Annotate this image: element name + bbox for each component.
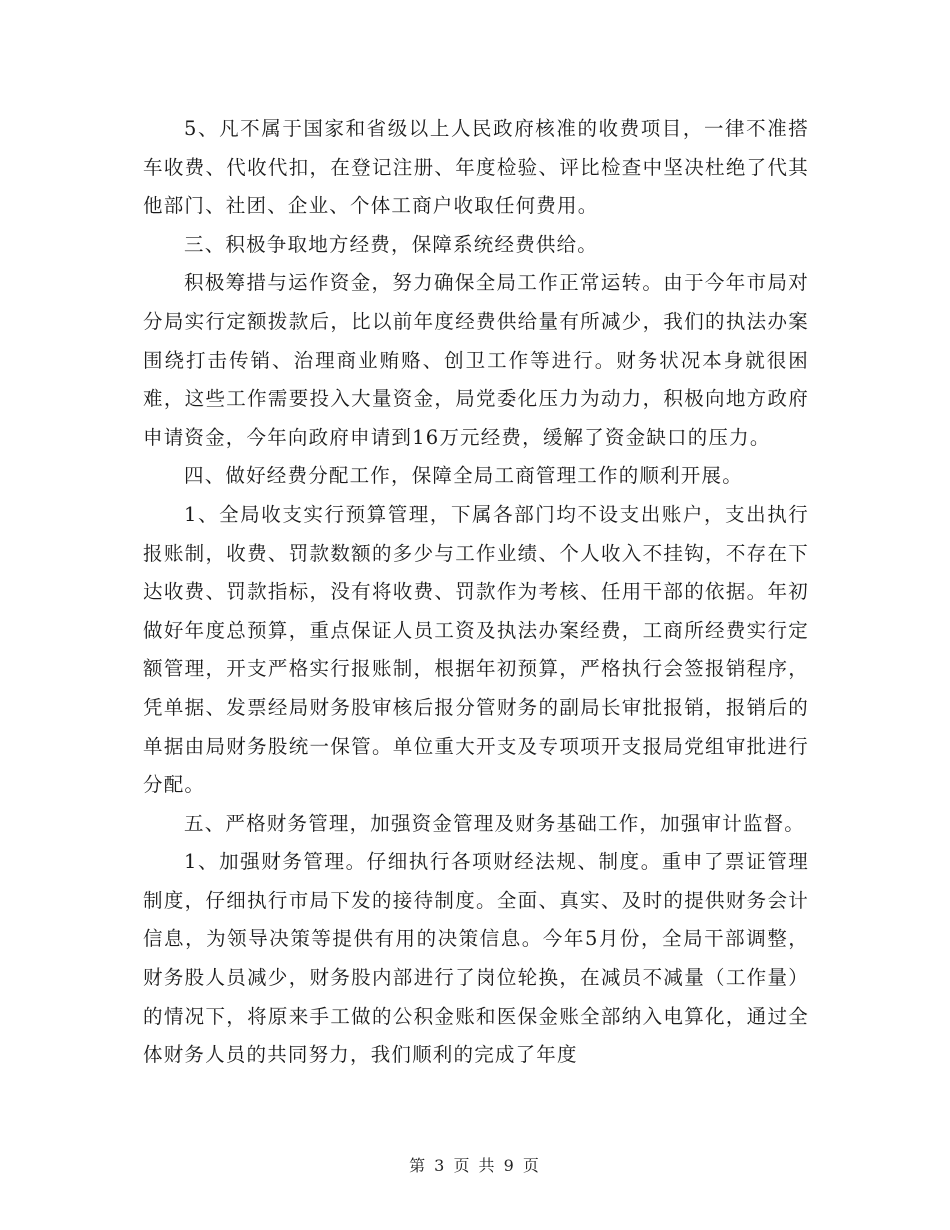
section-heading-5: 五、严格财务管理，加强资金管理及财务基础工作，加强审计监督。 [184,811,806,835]
section-heading-4: 四、做好经费分配工作，保障全局工商管理工作的顺利开展。 [184,464,743,488]
page-number-label: 第 3 页 共 9 页 [409,1156,541,1175]
paragraph-funding: 积极筹措与运作资金，努力确保全局工作正常运转。由于今年市局对分局实行定额拨款后，比以前年度经费供给量有所减少，我们的执法办案围绕打击传销、治理商业贿赂、创卫工作等进行。财务状况本身就很困难，这些工作需要投入大量资金，局党委化压力为动力，积极向地方政府申请资金，今年向政府申请到16万元经费，缓解了资金缺口的压力。 [143,271,809,449]
paragraph-item-5: 5、凡不属于国家和省级以上人民政府核准的收费项目，一律不准搭车收费、代收代扣，在登记注册、年度检验、评比检查中坚决杜绝了代其他部门、社团、企业、个体工商户收取任何费用。 [143,117,809,218]
paragraph-budget-management: 1、全局收支实行预算管理，下属各部门均不设支出账户，支出执行报账制，收费、罚款数额的多少与工作业绩、个人收入不挂钩，不存在下达收费、罚款指标，没有将收费、罚款作为考核、任用干部的依据。年初做好年度总预算，重点保证人员工资及执法办案经费，工商所经费实行定额管理，开支严格实行报账制，根据年初预算，严格执行会签报销程序，凭单据、发票经局财务股审核后报分管财务的副局长审批报销，报销后的单据由局财务股统一保管。单位重大开支及专项项开支报局党组审批进行分配。 [143,502,809,797]
page-footer [0,1153,950,1176]
paragraph-financial-management: 1、加强财务管理。仔细执行各项财经法规、制度。重申了票证管理制度，仔细执行市局下发的接待制度。全面、真实、及时的提供财务会计信息，为领导决策等提供有用的决策信息。今年5月份，全局干部调整，财务股人员减少，财务股内部进行了岗位轮换，在减员不减量（工作量）的情况下，将原来手工做的公积金账和医保金账全部纳入电算化，通过全体财务人员的共同努力，我们顺利的完成了年度 [143,850,809,1067]
section-heading-3: 三、积极争取地方经费，保障系统经费供给。 [184,232,599,256]
document-body [143,110,809,1075]
